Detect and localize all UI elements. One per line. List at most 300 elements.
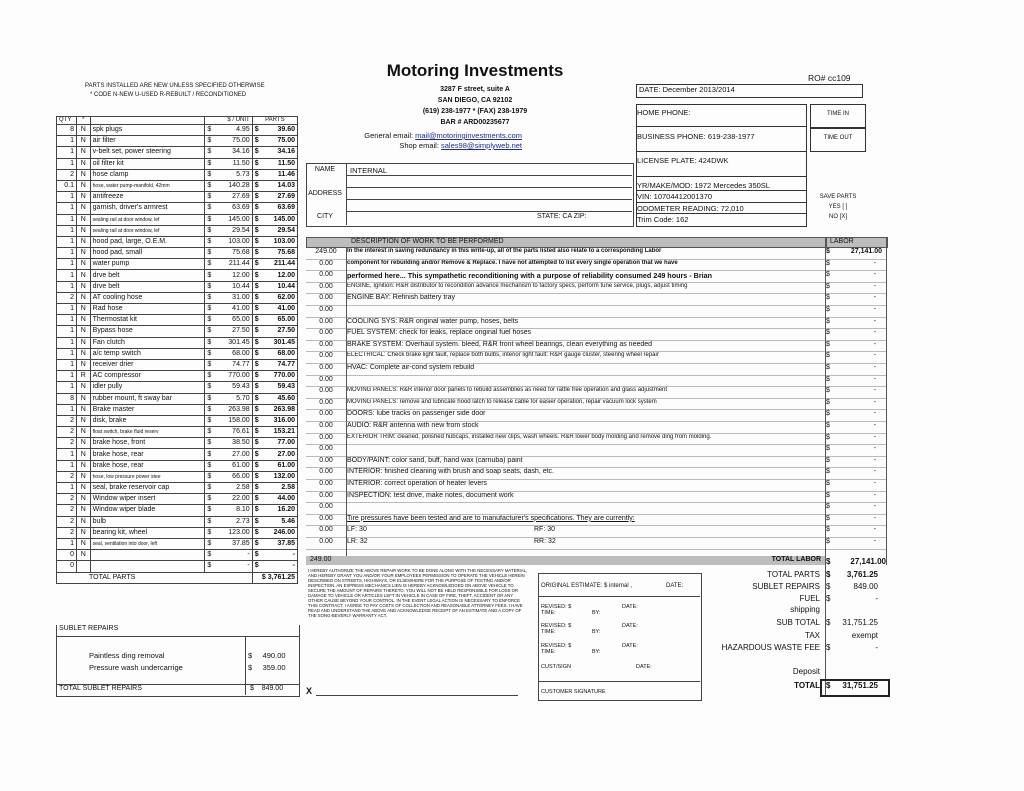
original-estimate-date: DATE: <box>666 583 684 589</box>
time-in-label: TIME IN <box>827 111 849 117</box>
part-total: 39.60 <box>277 126 295 134</box>
part-total: 132.00 <box>273 472 295 480</box>
part-qty-cell <box>57 326 77 337</box>
part-qty: 1 <box>70 204 74 212</box>
parts-row <box>57 449 298 460</box>
parts-note-line1: PARTS INSTALLED ARE NEW UNLESS SPECIFIED OTHERWISE <box>85 83 265 89</box>
part-qty: 2 <box>70 293 74 301</box>
part-total: 37.85 <box>277 540 295 548</box>
work-description-text: MOVING PANELS: remove and lubricate hood latch to release cable for easier operation, repair vacuum lock system <box>347 398 657 405</box>
work-labor: $ - <box>826 294 886 301</box>
part-total-cell: $ 45.60 <box>252 393 297 404</box>
part-code: N <box>80 327 86 335</box>
revised-1-time: TIME: <box>541 610 556 616</box>
part-description-cell <box>90 259 205 270</box>
labor-header-label: LABOR <box>830 238 854 245</box>
part-qty: 2 <box>70 495 74 503</box>
part-unit-price: 29.54 <box>232 226 250 234</box>
work-labor-amount: - <box>873 387 876 395</box>
part-description: v-belt set, power steering <box>92 148 171 156</box>
work-description-text: INTERIOR: correct operation of heater levers <box>347 480 488 487</box>
ro-number: RO# cc109 <box>808 73 851 83</box>
work-description <box>347 387 825 393</box>
work-description-text: LF: 30 <box>347 526 367 534</box>
part-total-cell: $ 27.69 <box>252 192 297 203</box>
part-code-cell <box>76 236 90 247</box>
part-total-cell: $ 145.00 <box>252 214 297 225</box>
part-qty: 1 <box>70 148 74 156</box>
work-labor-amount: - <box>873 271 876 279</box>
work-labor-amount: - <box>873 340 876 348</box>
work-hours: 0.00 <box>319 491 333 499</box>
part-unit-price-cell: $ 29.54 <box>205 225 252 236</box>
work-description <box>347 399 825 405</box>
part-unit-price: 34.16 <box>232 148 250 156</box>
shop-phone: (619) 238-1977 * (FAX) 238-1979 <box>422 108 528 115</box>
signature-line[interactable] <box>316 695 518 696</box>
work-labor-amount: 27,141.00 <box>850 248 882 255</box>
part-total: 145.00 <box>273 215 295 223</box>
part-description-cell <box>90 169 205 180</box>
work-labor: $ - <box>826 376 886 383</box>
work-description-text: INTERIOR: finished cleaning with brush and soap seats, dash, etc. <box>347 468 554 476</box>
part-total-cell: $ 16.20 <box>252 505 297 516</box>
part-qty-cell <box>57 248 77 259</box>
part-qty: 1 <box>70 383 74 391</box>
totals-amount: 849.00 <box>853 582 878 591</box>
part-qty-cell <box>57 550 77 561</box>
part-unit-price-cell: $ 8.10 <box>205 505 252 516</box>
part-code-cell <box>76 561 90 572</box>
part-total-cell: $ 27.00 <box>252 449 297 460</box>
part-description-cell <box>90 382 205 393</box>
part-unit-price: 75.68 <box>232 249 250 257</box>
part-code: N <box>80 226 86 234</box>
part-description: brake hose, front <box>92 439 146 447</box>
labor-header <box>826 237 888 248</box>
totals-value: $ 31,751.25 <box>826 618 886 627</box>
license-plate: LICENSE PLATE: 424DWK <box>637 156 729 165</box>
sublet-item-1-amount: 490.00 <box>262 651 286 660</box>
parts-row <box>57 169 298 180</box>
part-qty-cell <box>57 371 77 382</box>
part-total: 301.45 <box>273 338 295 346</box>
work-labor-amount: - <box>873 398 876 406</box>
part-code: N <box>80 159 86 167</box>
part-unit-price-cell: $ 2.58 <box>205 483 252 494</box>
part-qty-cell <box>57 382 77 393</box>
part-description-cell <box>90 561 205 572</box>
total-labor-amount: 27,141.00 <box>850 557 886 566</box>
part-qty: 1 <box>70 316 74 324</box>
shop-email-link[interactable]: sales98@simplyweb.net <box>441 141 522 150</box>
work-hours: 0.00 <box>319 317 333 325</box>
part-qty: 0 <box>70 551 74 559</box>
sublet-title-row <box>56 625 300 637</box>
part-unit-price-cell: $ - <box>205 550 252 561</box>
work-hours: 0.00 <box>319 364 333 371</box>
save-parts-no[interactable]: NO [X] <box>828 214 847 220</box>
part-code-cell <box>76 326 90 337</box>
parts-row <box>57 538 298 549</box>
part-total-cell: $ 211.44 <box>252 259 297 270</box>
part-code-cell <box>76 427 90 438</box>
part-unit-price: 76.61 <box>232 428 250 436</box>
part-total-cell: $ 77.00 <box>252 438 297 449</box>
home-phone: HOME PHONE: <box>637 108 691 117</box>
work-labor: $ - <box>826 526 886 533</box>
part-code-cell <box>76 527 90 538</box>
sublet-total-label: TOTAL SUBLET REPAIRS <box>59 685 142 692</box>
revised-3-time: TIME: <box>541 649 556 655</box>
work-description <box>347 410 825 417</box>
part-code-cell <box>76 550 90 561</box>
part-code: N <box>80 204 86 212</box>
part-unit-price: 145.00 <box>228 215 250 223</box>
part-code-cell <box>76 169 90 180</box>
parts-row <box>57 527 298 538</box>
part-total-cell: $ 770.00 <box>252 371 297 382</box>
part-unit-price-cell: $ 11.50 <box>205 158 252 169</box>
part-code-cell <box>76 158 90 169</box>
part-description-cell <box>90 371 205 382</box>
part-total-cell: $ 41.00 <box>252 304 297 315</box>
parts-row <box>57 438 298 449</box>
part-description-cell <box>90 326 205 337</box>
part-unit-price: - <box>247 562 250 570</box>
work-labor: $ - <box>826 352 886 359</box>
revised-1: REVISED: $ <box>541 604 572 610</box>
part-code-cell <box>76 225 90 236</box>
part-qty-cell <box>57 483 77 494</box>
part-description: Rad hose <box>92 305 123 313</box>
part-description-cell <box>90 538 205 549</box>
part-qty: 2 <box>70 428 74 436</box>
work-labor: $ - <box>826 387 886 394</box>
part-code: N <box>80 215 86 223</box>
part-description-cell <box>90 404 205 415</box>
totals-amount: exempt <box>851 631 878 640</box>
part-unit-price-cell: $ 103.00 <box>205 236 252 247</box>
work-description-text: ENGINE BAY: Refinish battery tray <box>347 294 456 302</box>
save-parts-yes[interactable]: YES [ ] <box>828 204 848 210</box>
part-unit-price: 263.98 <box>228 405 250 413</box>
totals-amount: 31,751.25 <box>842 681 878 690</box>
part-total: 11.46 <box>277 170 295 178</box>
part-description-cell <box>90 483 205 494</box>
work-hours: 0.00 <box>319 306 333 313</box>
part-total: 74.77 <box>277 361 295 369</box>
totals-amount: 3,761.25 <box>846 570 878 579</box>
state-zip: STATE: CA ZIP: <box>537 213 587 220</box>
part-qty: 1 <box>70 137 74 145</box>
part-code-cell <box>76 538 90 549</box>
part-description-cell <box>90 270 205 281</box>
part-qty-cell <box>57 304 77 315</box>
part-qty-cell <box>57 505 77 516</box>
part-unit-price-cell: $ 63.69 <box>205 203 252 214</box>
totals-label: TAX <box>805 631 820 640</box>
part-unit-price-cell: $ 27.00 <box>205 449 252 460</box>
revised-3-by: BY: <box>592 649 601 655</box>
part-code: N <box>80 271 86 279</box>
part-description: disk, brake <box>92 416 127 424</box>
work-description-text: component for rebuilding and/or Remove & Replace. I have not attempted to list every single operation that we have <box>347 259 678 266</box>
part-description: hood pad, small <box>92 249 143 257</box>
part-qty: 1 <box>70 249 74 257</box>
part-qty: 1 <box>70 305 74 313</box>
time-in-box[interactable] <box>810 104 866 128</box>
sublet-body <box>56 637 300 684</box>
totals-label: TOTAL <box>794 681 820 690</box>
part-qty-cell <box>57 180 77 191</box>
work-description-right: RR: 32 <box>534 538 556 545</box>
work-description-text: COOLING SYS: R&R original water pump, hoses, belts <box>347 317 519 325</box>
part-code-cell <box>76 438 90 449</box>
revised-3: REVISED: $ <box>541 643 572 649</box>
part-qty-cell <box>57 214 77 225</box>
part-total: - <box>292 551 295 559</box>
part-qty-cell <box>57 348 77 359</box>
part-description-cell <box>90 527 205 538</box>
part-description-cell <box>90 348 205 359</box>
parts-row <box>57 236 298 247</box>
part-qty-cell <box>57 561 77 572</box>
part-total-cell: $ - <box>252 550 297 561</box>
work-description <box>347 422 825 429</box>
part-code: N <box>80 551 86 559</box>
part-total: 59.43 <box>277 383 295 391</box>
part-unit-price-cell: $ 68.00 <box>205 348 252 359</box>
part-description-cell <box>90 214 205 225</box>
work-description <box>347 294 825 301</box>
part-unit-price: 140.28 <box>228 182 250 190</box>
part-qty: 2 <box>70 517 74 525</box>
part-code: N <box>80 416 86 424</box>
work-description <box>347 538 825 545</box>
signature-x: X <box>306 686 313 696</box>
cust-sign: CUST/SIGN <box>541 664 571 670</box>
work-labor: $ - <box>826 468 886 475</box>
part-qty: 1 <box>70 271 74 279</box>
part-code-cell <box>76 281 90 292</box>
part-qty: 1 <box>70 159 74 167</box>
general-email-link[interactable]: mail@motoringinvestments.com <box>415 131 522 140</box>
work-description-text: BODY/PAINT: color sand, buff, hand wax (carnuba) paint <box>347 456 523 464</box>
part-qty: 1 <box>70 215 74 223</box>
part-unit-price-cell: $ 27.50 <box>205 326 252 337</box>
part-code-cell <box>76 483 90 494</box>
part-total-cell: $ 5.46 <box>252 516 297 527</box>
work-hours: 0.00 <box>319 410 333 418</box>
part-total-cell: $ 65.00 <box>252 315 297 326</box>
work-description <box>347 260 825 266</box>
work-description <box>347 283 825 289</box>
work-labor: $ - <box>826 503 886 510</box>
totals-label: FUEL <box>799 594 820 603</box>
parts-row <box>57 483 298 494</box>
part-total-cell: $ 29.54 <box>252 225 297 236</box>
parts-row <box>57 404 298 415</box>
parts-row <box>57 315 298 326</box>
part-unit-price-cell: $ 38.50 <box>205 438 252 449</box>
work-description <box>347 492 825 499</box>
part-code: N <box>80 316 86 324</box>
part-total-cell: $ 34.16 <box>252 147 297 158</box>
work-description-text: HVAC: Complete air-cond system rebuild <box>347 364 475 371</box>
part-qty-cell <box>57 281 77 292</box>
part-unit-price-cell: $ 75.68 <box>205 248 252 259</box>
part-total: 5.46 <box>281 517 295 525</box>
part-unit-price-cell: $ 2.73 <box>205 516 252 527</box>
work-description-text: INSPECTION: test drive, make notes, document work <box>347 491 514 499</box>
parts-row <box>57 292 298 303</box>
part-code: N <box>80 237 86 245</box>
part-code: N <box>80 349 86 357</box>
totals-label: HAZARDOUS WASTE FEE <box>721 643 820 652</box>
parts-total-label-cell <box>57 572 253 583</box>
part-total-cell: $ 75.68 <box>252 248 297 259</box>
save-parts-box <box>810 192 866 222</box>
work-description-text: FUEL SYSTEM: check for leaks, replace original fuel hoses <box>347 329 532 337</box>
part-description-cell <box>90 248 205 259</box>
part-unit-price: 103.00 <box>228 237 250 245</box>
part-qty-cell <box>57 337 77 348</box>
part-code-cell <box>76 415 90 426</box>
part-qty-cell <box>57 449 77 460</box>
business-phone: BUSINESS PHONE: 619-238-1977 <box>637 132 755 141</box>
qty-header: QTY <box>57 117 77 125</box>
parts-row <box>57 326 298 337</box>
parts-row <box>57 214 298 225</box>
part-qty-cell <box>57 136 77 147</box>
part-total: 263.98 <box>273 405 295 413</box>
work-description <box>347 526 825 533</box>
part-total-cell: $ 2.58 <box>252 483 297 494</box>
part-unit-price: 770.00 <box>228 372 250 380</box>
part-total: 27.00 <box>277 450 295 458</box>
work-hours: 0.00 <box>319 456 333 464</box>
parts-row <box>57 393 298 404</box>
work-labor-amount: - <box>873 526 876 534</box>
part-unit-price-cell: $ 770.00 <box>205 371 252 382</box>
part-total: 316.00 <box>273 416 295 424</box>
part-total-cell: $ 316.00 <box>252 415 297 426</box>
part-unit-price-cell: $ 211.44 <box>205 259 252 270</box>
part-description-cell <box>90 337 205 348</box>
part-qty-cell <box>57 471 77 482</box>
part-total-cell: $ 44.00 <box>252 494 297 505</box>
work-labor-amount: - <box>873 329 876 337</box>
work-description-text: Tire pressures have been tested and are to manufacturer's specifications. They are currently: <box>347 514 635 522</box>
customer-address-block <box>306 163 631 225</box>
part-unit-price-cell: $ - <box>205 561 252 572</box>
part-unit-price-cell: $ 5.70 <box>205 393 252 404</box>
work-labor: $ - <box>826 329 886 336</box>
part-code: R <box>80 372 86 380</box>
part-description: idler pully <box>92 383 123 391</box>
parts-row <box>57 192 298 203</box>
sublet-item-2-amount: 359.00 <box>262 663 286 672</box>
work-labor: $ - <box>826 306 886 313</box>
work-labor-amount: - <box>873 294 876 302</box>
part-unit-price-cell: $ 27.69 <box>205 192 252 203</box>
part-total: 12.00 <box>277 271 295 279</box>
part-qty: 1 <box>70 226 74 234</box>
part-code-cell <box>76 259 90 270</box>
part-description-cell <box>90 494 205 505</box>
part-code: N <box>80 540 86 548</box>
parts-row <box>57 248 298 259</box>
part-description-cell <box>90 550 205 561</box>
part-code-cell <box>76 359 90 370</box>
part-code: N <box>80 126 86 134</box>
time-out-label: TIME OUT <box>823 135 853 141</box>
part-unit-price: 27.00 <box>232 450 250 458</box>
part-code-cell <box>76 348 90 359</box>
part-code-cell <box>76 136 90 147</box>
parts-note-line2: * CODE N-NEW U-USED R-REBUILT / RECONDITIONED <box>90 92 247 98</box>
part-qty: 8 <box>70 126 74 134</box>
part-total-cell: $ 11.46 <box>252 169 297 180</box>
totals-label: Deposit <box>792 667 820 676</box>
part-total-cell: $ 153.21 <box>252 427 297 438</box>
parts-total-label: TOTAL PARTS <box>89 573 136 581</box>
part-description: Window wiper blade <box>92 506 156 514</box>
part-qty: 1 <box>70 405 74 413</box>
part-unit-price: 63.69 <box>232 204 250 212</box>
work-description <box>347 341 825 348</box>
part-code-cell <box>76 125 90 136</box>
part-code: N <box>80 148 86 156</box>
parts-row <box>57 505 298 516</box>
totals-value: $ 31,751.25 <box>826 681 886 690</box>
part-description-cell <box>90 281 205 292</box>
part-code: N <box>80 472 86 480</box>
part-description-cell <box>90 203 205 214</box>
parts-row <box>57 494 298 505</box>
part-total: 44.00 <box>277 495 295 503</box>
parts-row <box>57 158 298 169</box>
parts-total-value: $ 3,761.25 <box>261 573 295 581</box>
part-unit-price-cell: $ 66.00 <box>205 471 252 482</box>
part-total: 246.00 <box>273 528 295 536</box>
part-total: 77.00 <box>277 439 295 447</box>
part-code-cell <box>76 203 90 214</box>
parts-row <box>57 225 298 236</box>
parts-row <box>57 471 298 482</box>
work-labor-amount: - <box>873 480 876 487</box>
part-qty: 0.1 <box>64 182 74 190</box>
part-total: 34.16 <box>277 148 295 156</box>
part-qty: 1 <box>70 372 74 380</box>
part-qty: 2 <box>70 506 74 514</box>
work-hours: 0.00 <box>319 514 333 522</box>
part-total: 2.58 <box>281 484 295 492</box>
part-total: 10.44 <box>277 282 295 290</box>
part-unit-price: 38.50 <box>232 439 250 447</box>
work-description-right: RF: 30 <box>534 526 556 534</box>
part-description: receiver drier <box>92 361 134 369</box>
part-code-cell <box>76 337 90 348</box>
time-out-box[interactable] <box>810 128 866 152</box>
part-total-cell: $ - <box>252 561 297 572</box>
part-unit-price: 211.44 <box>228 260 250 268</box>
part-description-cell <box>90 158 205 169</box>
work-labor: $ - <box>826 399 886 406</box>
work-hours: 0.00 <box>319 468 333 476</box>
part-code: N <box>80 428 86 436</box>
